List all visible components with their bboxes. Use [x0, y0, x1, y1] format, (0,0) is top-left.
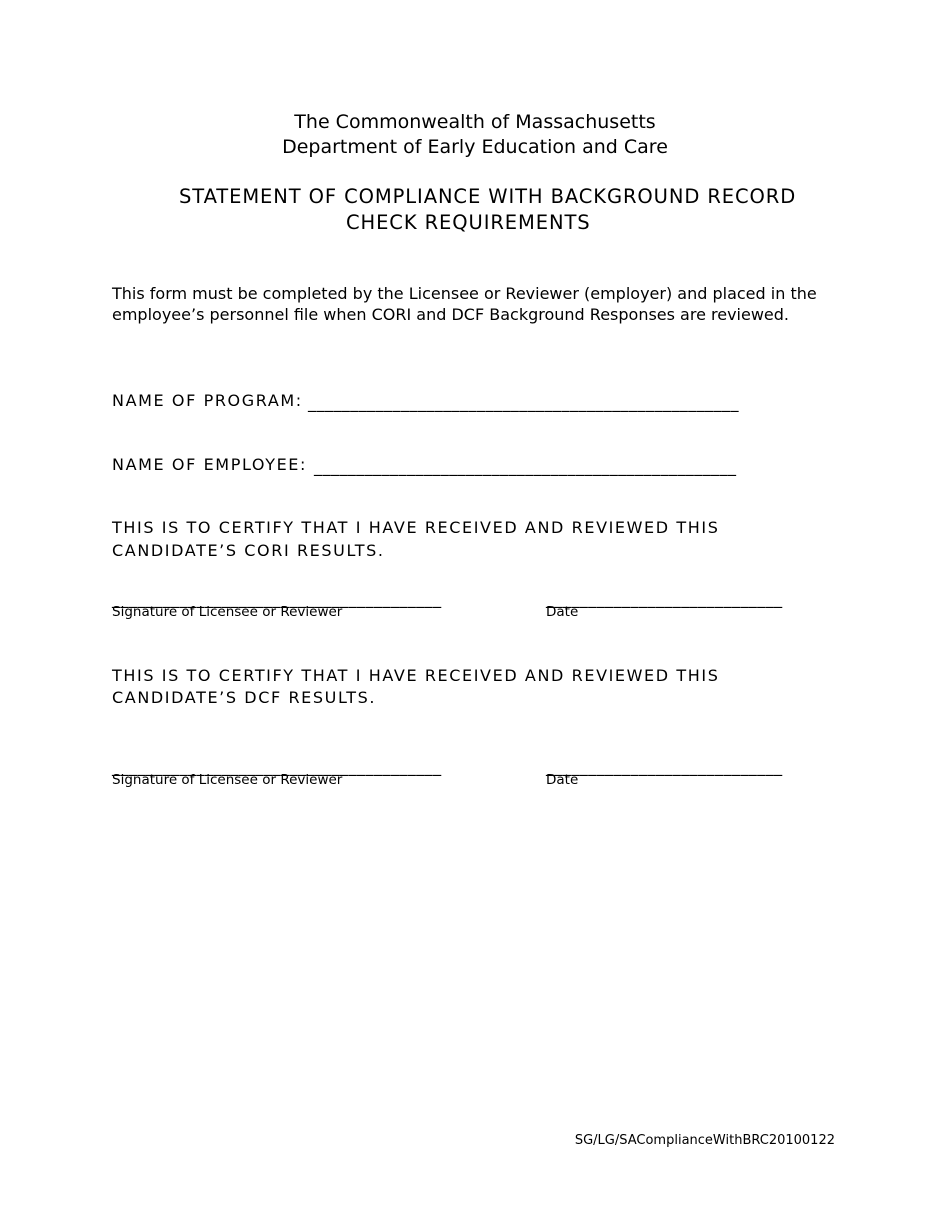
- cori-signature-field[interactable]: _______________________________________: [112, 589, 442, 608]
- header-department: Department of Early Education and Care: [282, 136, 668, 158]
- dcf-signature-label: Signature of Licensee or Reviewer: [112, 772, 343, 788]
- form-title-line1: STATEMENT OF COMPLIANCE WITH BACKGROUND RECORD: [179, 185, 797, 208]
- cori-certify-line1: THIS IS TO CERTIFY THAT I HAVE RECEIVED AND REVIEWED THIS: [112, 518, 720, 537]
- cori-date-label: Date: [546, 604, 579, 620]
- program-name-label: NAME OF PROGRAM:: [112, 391, 303, 410]
- header-commonwealth: The Commonwealth of Massachusetts: [294, 111, 656, 133]
- cori-signature-label: Signature of Licensee or Reviewer: [112, 604, 343, 620]
- cori-date-field[interactable]: ____________________________: [546, 589, 783, 608]
- intro-text-line1: This form must be completed by the Licensee or Reviewer (employer) and placed in the: [112, 284, 817, 303]
- form-code-footer: SG/LG/SAComplianceWithBRC20100122: [574, 1133, 835, 1148]
- dcf-certify-line1: THIS IS TO CERTIFY THAT I HAVE RECEIVED AND REVIEWED THIS: [112, 666, 720, 685]
- dcf-date-label: Date: [546, 772, 579, 788]
- cori-certify-line2: CANDIDATE’S CORI RESULTS.: [112, 541, 385, 560]
- form-title-line2: CHECK REQUIREMENTS: [346, 211, 591, 234]
- program-name-field[interactable]: ___________________________________________________: [308, 393, 739, 412]
- employee-name-label: NAME OF EMPLOYEE:: [112, 455, 308, 474]
- dcf-date-field[interactable]: ____________________________: [546, 757, 783, 776]
- employee-name-field[interactable]: __________________________________________________: [314, 457, 737, 476]
- dcf-signature-field[interactable]: _______________________________________: [112, 757, 442, 776]
- intro-text-line2: employee’s personnel file when CORI and DCF Background Responses are reviewed.: [112, 305, 790, 324]
- dcf-certify-line2: CANDIDATE’S DCF RESULTS.: [112, 688, 377, 707]
